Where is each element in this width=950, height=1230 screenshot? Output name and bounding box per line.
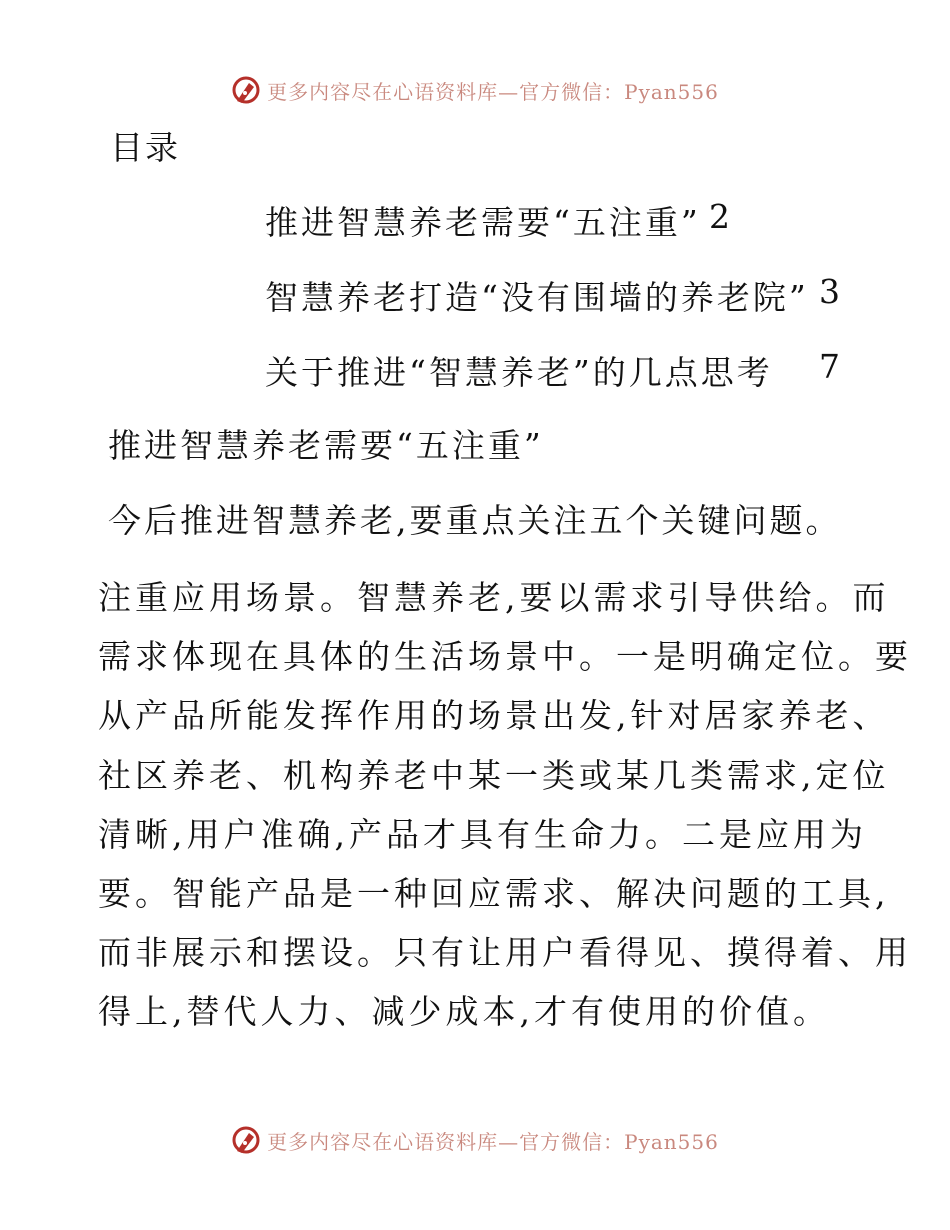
watermark-text: 更多内容尽在心语资料库—官方微信：Pyan556 — [267, 79, 719, 104]
toc-entry-title: 推进智慧养老需要“五注重” — [265, 203, 701, 242]
footer-watermark — [0, 1120, 950, 1160]
brand-logo-icon — [231, 75, 261, 105]
paragraph-line: 从产品所能发挥作用的场景出发,针对居家养老、 — [98, 696, 890, 736]
toc-entry-title: 关于推进“智慧养老”的几点思考 — [265, 353, 773, 392]
watermark-text: 更多内容尽在心语资料库—官方微信：Pyan556 — [267, 1129, 719, 1154]
toc-entry[interactable] — [265, 197, 730, 244]
paragraph-line: 注重应用场景。智慧养老,要以需求引导供给。而 — [98, 578, 890, 617]
brand-logo-icon — [231, 1125, 261, 1155]
body-paragraph — [98, 568, 912, 1042]
paragraph-line: 社区养老、机构养老中某一类或某几类需求,定位 — [98, 755, 890, 795]
paragraph-line: 而非展示和摆设。只有让用户看得见、摸得着、用 — [98, 933, 912, 973]
toc-entry[interactable] — [265, 347, 840, 394]
header-watermark — [0, 70, 950, 110]
paragraph-line: 得上,替代人力、减少成本,才有使用的价值。 — [98, 992, 830, 1032]
toc-entry-title: 智慧养老打造“没有围墙的养老院” — [265, 278, 809, 317]
toc-entry-page: 2 — [709, 197, 730, 236]
paragraph-line: 需求体现在具体的生活场景中。一是明确定位。要 — [98, 637, 912, 677]
section-heading: 推进智慧养老需要“五注重” — [108, 426, 544, 465]
paragraph-line: 要。智能产品是一种回应需求、解决问题的工具, — [98, 873, 890, 913]
toc-title: 目录 — [110, 128, 180, 167]
paragraph-line: 清晰,用户准确,产品才具有生命力。二是应用为 — [98, 814, 867, 854]
toc-entry-page: 3 — [819, 272, 840, 311]
toc-entry[interactable] — [265, 272, 840, 319]
toc-entry-page: 7 — [819, 347, 840, 386]
intro-paragraph: 今后推进智慧养老,要重点关注五个关键问题。 — [108, 501, 842, 540]
